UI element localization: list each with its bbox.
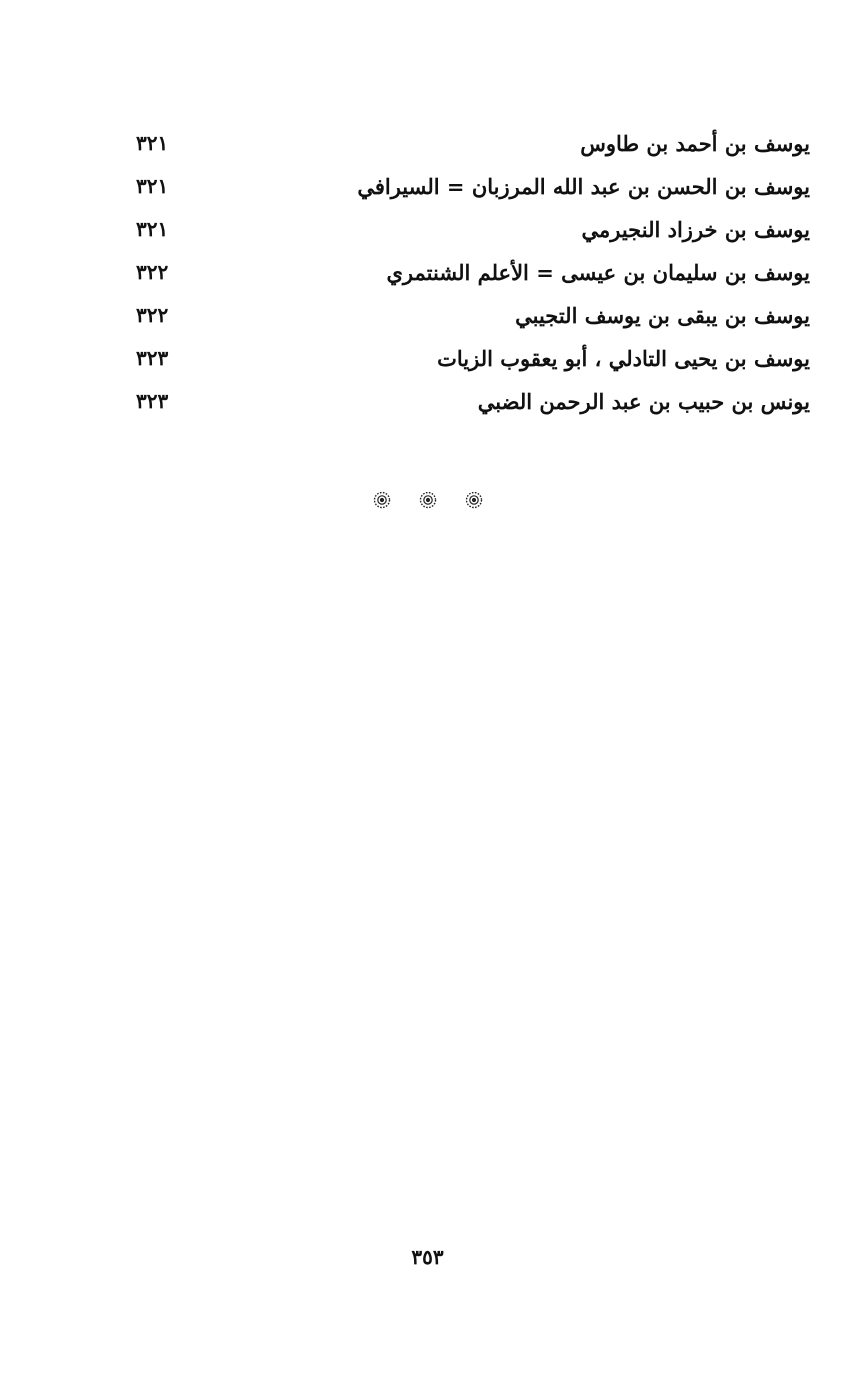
index-entry: [130, 251, 810, 294]
entry-page-number: ٣٢٣: [136, 389, 169, 413]
entry-page-number: ٣٢١: [136, 174, 169, 198]
entry-name: يونس بن حبيب بن عبد الرحمن الضبي: [477, 389, 810, 414]
index-entry: [130, 208, 810, 251]
entry-name: يوسف بن يبقى بن يوسف التجيبي: [515, 303, 810, 328]
page-number: ٣٥٣: [411, 1245, 444, 1269]
index-entry: [130, 165, 810, 208]
entry-name: يوسف بن يحيى التادلي ، أبو يعقوب الزيات: [437, 346, 810, 371]
entry-page-number: ٣٢٢: [136, 303, 169, 327]
index-entry: [130, 337, 810, 380]
entry-name: يوسف بن سليمان بن عيسى = الأعلم الشنتمري: [386, 260, 810, 285]
entry-page-number: ٣٢٣: [136, 346, 169, 370]
entry-name: يوسف بن خرزاد النجيرمي: [581, 217, 810, 242]
flower-ornament-icon: [373, 491, 391, 509]
section-end-ornament: [0, 491, 855, 509]
entry-name: يوسف بن أحمد بن طاوس: [580, 131, 810, 156]
entry-page-number: ٣٢١: [136, 217, 169, 241]
index-entry: [130, 294, 810, 337]
entry-page-number: ٣٢١: [136, 131, 169, 155]
index-entry: [130, 380, 810, 423]
entry-page-number: ٣٢٢: [136, 260, 169, 284]
flower-ornament-icon: [419, 491, 437, 509]
index-entry: [130, 122, 810, 165]
flower-ornament-icon: [465, 491, 483, 509]
index-entries-list: [130, 122, 810, 423]
entry-name: يوسف بن الحسن بن عبد الله المرزبان = السيرافي: [357, 174, 810, 199]
